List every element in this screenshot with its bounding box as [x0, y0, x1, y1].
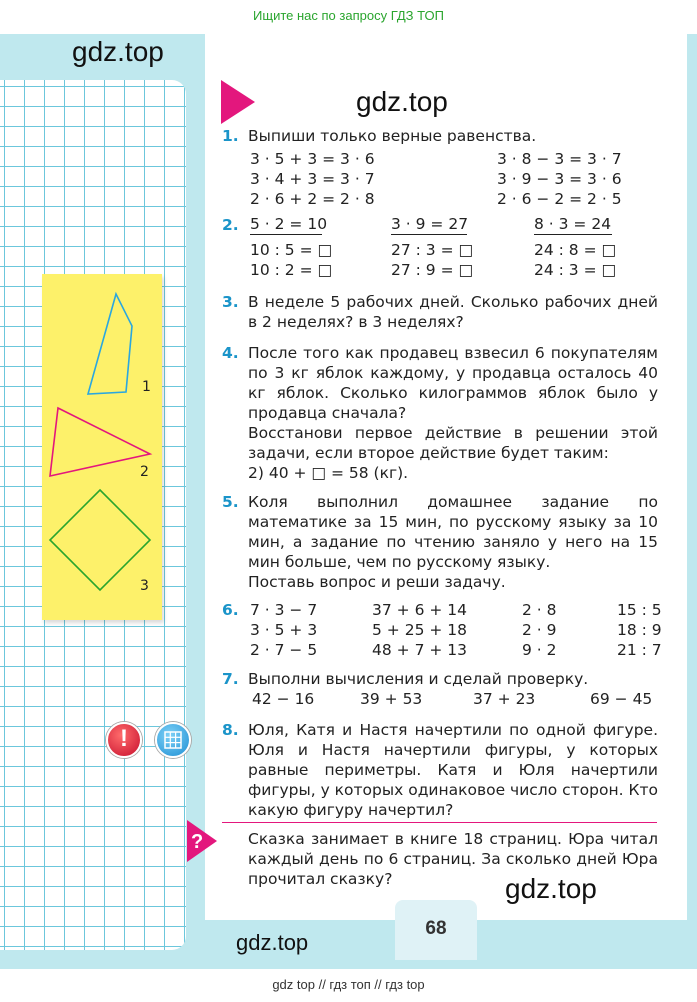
task-number: 5. [222, 493, 239, 511]
watermark: gdz.top [236, 930, 309, 955]
equation: 3 · 8 − 3 = 3 · 7 [497, 150, 622, 168]
task-5-instruction: Поставь вопрос и реши задачу. [248, 573, 506, 591]
expression: 39 + 53 [360, 690, 423, 708]
expression: 2 · 7 − 5 [250, 641, 318, 659]
promo-link[interactable]: Ищите нас по запросу ГДЗ ТОП [253, 8, 444, 23]
svg-text:?: ? [191, 831, 204, 853]
equation: 2 · 6 − 2 = 2 · 5 [497, 190, 622, 208]
expression: 42 − 16 [252, 690, 315, 708]
equation: 3 · 5 + 3 = 3 · 6 [250, 150, 375, 168]
expression: 3 · 5 + 3 [250, 621, 318, 639]
attention-icon[interactable]: ! [106, 722, 142, 758]
expression: 15 : 5 [617, 601, 662, 619]
divider [222, 822, 657, 823]
shape-label-1: 1 [142, 379, 151, 395]
task-1-text: Выпиши только верные равенства. [248, 127, 537, 145]
equation: 24 : 8 = □ [534, 241, 617, 259]
expression: 18 : 9 [617, 621, 662, 639]
equation: 27 : 9 = □ [391, 261, 474, 279]
bonus-question-text: Сказка занимает в книге 18 страниц. Юра читал каждый день по 6 страниц. За сколько дней Юра прочитал сказку? [248, 830, 658, 888]
task-4-instruction: Восстанови первое действие в решении этой задачи, если второе действие будет таким: [248, 424, 658, 462]
shape-quadrilateral [88, 294, 132, 394]
shapes-figure [42, 274, 162, 620]
watermark: gdz.top [356, 86, 448, 117]
task-4-text: После того как продавец взвесил 6 покупателям по 3 кг яблок каждому, у продавца осталось 40 кг яблок. Сколько килограммов яблок было у продавца сначала? [248, 344, 658, 422]
right-strip [687, 34, 697, 969]
shape-label-3: 3 [140, 578, 149, 594]
task-number: 4. [222, 344, 239, 362]
shape-triangle [50, 408, 150, 476]
task-number: 2. [222, 216, 239, 234]
equation: 27 : 3 = □ [391, 241, 474, 259]
expression: 5 + 25 + 18 [372, 621, 467, 639]
shape-square [50, 490, 150, 590]
task-8-text: Юля, Катя и Настя начертили по одной фигуре. Юля и Настя начертили фигуры, у которых равные периметры. Катя и Юля начертили фигуры, у которых одинаковое число сторон. Кто какую фигуру начертил? [248, 721, 658, 819]
equation: 3 · 4 + 3 = 3 · 7 [250, 170, 375, 188]
equation: 8 · 3 = 24 [534, 215, 612, 233]
equation: 2 · 6 + 2 = 2 · 8 [250, 190, 375, 208]
grid-icon[interactable] [155, 722, 191, 758]
equation: 10 : 5 = □ [250, 241, 333, 259]
expression: 7 · 3 − 7 [250, 601, 318, 619]
task-7-text: Выполни вычисления и сделай проверку. [248, 670, 589, 688]
equation: 3 · 9 = 27 [391, 215, 469, 233]
section-marker-icon [221, 80, 255, 124]
watermark: gdz.top [72, 36, 164, 67]
expression: 48 + 7 + 13 [372, 641, 467, 659]
expression: 2 · 8 [522, 601, 557, 619]
expression: 21 : 7 [617, 641, 662, 659]
expression: 37 + 23 [473, 690, 536, 708]
shapes-sticky-note [42, 274, 162, 620]
equation: 10 : 2 = □ [250, 261, 333, 279]
task-number: 3. [222, 293, 239, 311]
task-4-equation: 2) 40 + □ = 58 (кг). [248, 464, 409, 482]
task-number: 7. [222, 670, 239, 688]
page-number: 68 [425, 918, 447, 939]
equation: 3 · 9 − 3 = 3 · 6 [497, 170, 622, 188]
task-5-text: Коля выполнил домашнее задание по математике за 15 мин, по русскому языку за 10 мин, а задание по чтению заняло у него на 15 мин больше, чем по русскому языку. [248, 493, 658, 571]
footer-links[interactable]: gdz top // гдз топ // гдз top [272, 977, 425, 992]
grid-glyph [157, 724, 189, 756]
expression: 9 · 2 [522, 641, 557, 659]
equation: 5 · 2 = 10 [250, 215, 328, 233]
task-number: 8. [222, 721, 239, 739]
equation: 24 : 3 = □ [534, 261, 617, 279]
task-number: 6. [222, 601, 239, 619]
expression: 2 · 9 [522, 621, 557, 639]
question-icon [183, 820, 217, 862]
task-3-text: В неделе 5 рабочих дней. Сколько рабочих дней в 2 неделях? в 3 неделях? [248, 293, 658, 331]
watermark: gdz.top [505, 873, 597, 904]
expression: 69 − 45 [590, 690, 653, 708]
expression: 37 + 6 + 14 [372, 601, 467, 619]
shape-label-2: 2 [140, 464, 149, 480]
task-number: 1. [222, 127, 239, 145]
